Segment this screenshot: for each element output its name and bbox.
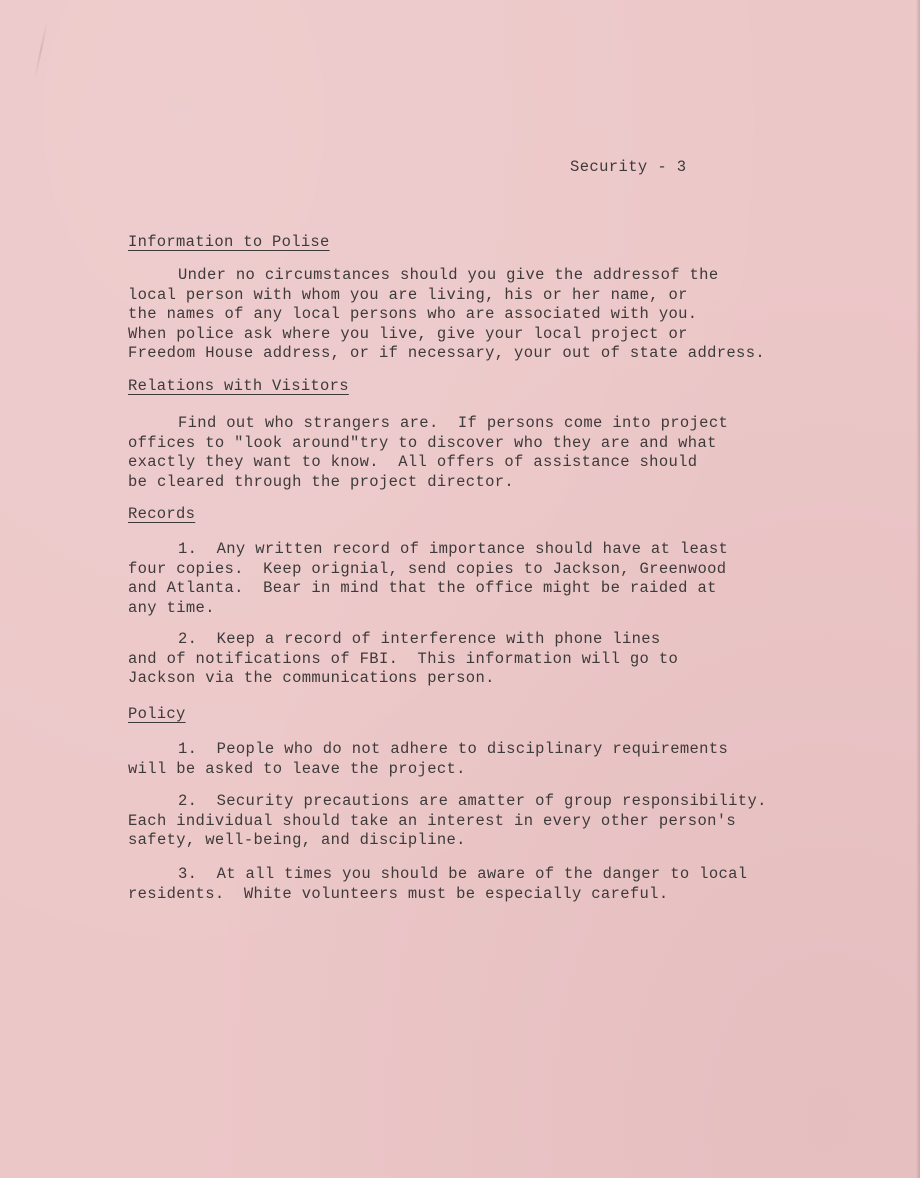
text-line: When police ask where you live, give your local project or [128, 324, 688, 343]
text-line: safety, well-being, and discipline. [128, 831, 466, 849]
paper-mark [34, 20, 48, 79]
text-line: four copies. Keep orignial, send copies to Jackson, Greenwood [128, 559, 727, 578]
text-line: and of notifications of FBI. This information will go to [128, 649, 679, 668]
heading-policy: Policy [128, 705, 186, 723]
paragraph-policy-1 [128, 740, 848, 779]
text-line: will be asked to leave the project. [128, 759, 466, 778]
text-line: Jackson via the communications person. [128, 669, 495, 687]
paragraph-relations-with-visitors [128, 414, 848, 492]
text-line: 2. Security precautions are amatter of group responsibility. [178, 792, 767, 810]
paper-edge [916, 0, 920, 1178]
text-line: 1. Any written record of importance should have at least [178, 540, 729, 558]
text-line: Freedom House address, or if necessary, your out of state address. [128, 344, 765, 362]
text-line: and Atlanta. Bear in mind that the office might be raided at [128, 579, 717, 597]
text-line: 2. Keep a record of interference with phone lines [178, 630, 661, 648]
text-line: residents. White volunteers must be especially careful. [128, 884, 669, 903]
heading-relations-with-visitors: Relations with Visitors [128, 377, 349, 395]
text-line: Under no circumstances should you give the addressof the [178, 266, 719, 284]
paragraph-records-2 [128, 630, 848, 689]
text-line: exactly they want to know. All offers of assistance should [128, 453, 698, 471]
heading-records: Records [128, 505, 196, 523]
heading-information-to-police: Information to Polise [128, 233, 330, 251]
text-line: 3. At all times you should be aware of the danger to local [178, 865, 748, 883]
text-line: Find out who strangers are. If persons come into project [178, 414, 729, 432]
page-header: Security - 3 [570, 158, 687, 176]
paragraph-policy-3 [128, 865, 848, 904]
paragraph-records-1 [128, 540, 848, 618]
paragraph-information-to-police [128, 266, 848, 364]
text-line: be cleared through the project director. [128, 472, 515, 491]
text-line: Each individual should take an interest in every other person's [128, 811, 737, 830]
text-line: the names of any local persons who are associated with you. [128, 305, 698, 323]
text-line: offices to "look around"try to discover who they are and what [128, 433, 717, 452]
paragraph-policy-2 [128, 792, 848, 851]
text-line: any time. [128, 598, 215, 617]
text-line: local person with whom you are living, his or her name, or [128, 285, 688, 304]
text-line: 1. People who do not adhere to disciplinary requirements [178, 740, 729, 758]
